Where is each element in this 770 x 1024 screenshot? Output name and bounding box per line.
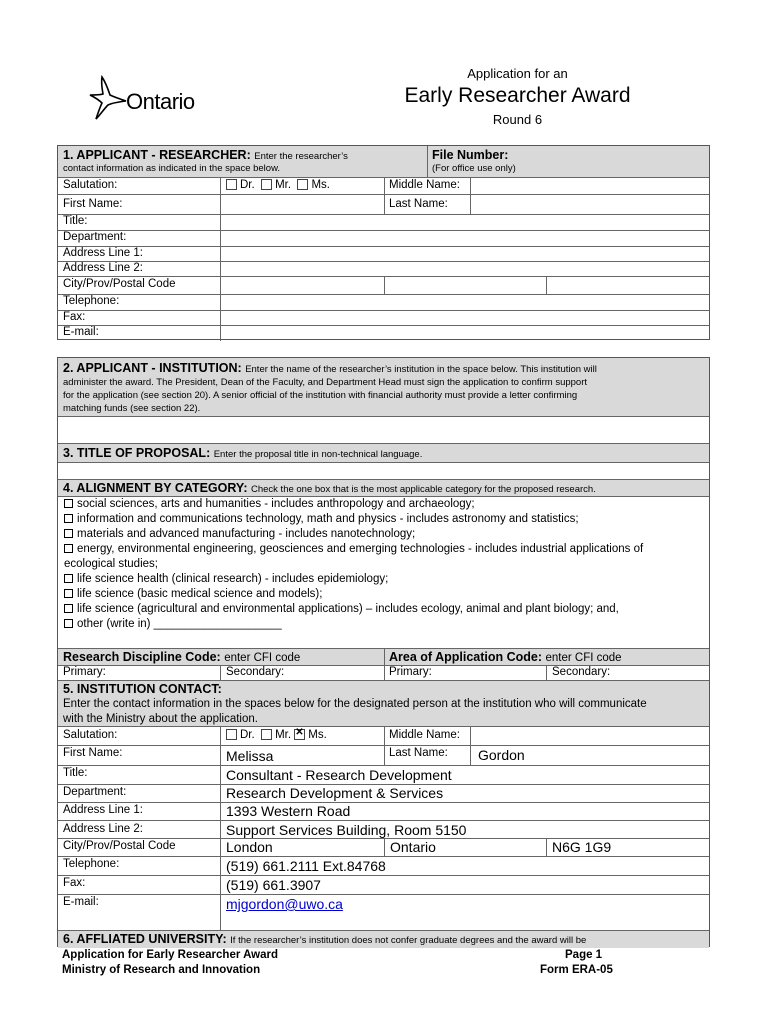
dr-label: Dr.: [240, 179, 255, 191]
contact-address1-value[interactable]: 1393 Western Road: [226, 803, 351, 819]
s4-instruction: Check the one box that is the most applicable category for the proposed research.: [250, 484, 596, 495]
contact-email-label: E-mail:: [63, 896, 99, 908]
category-item: social sciences, arts and humanities - includes anthropology and archaeology;: [77, 498, 475, 510]
contact-salutation-label: Salutation:: [63, 729, 118, 741]
contact-email-row: [58, 894, 709, 931]
contact-address2-label: Address Line 2:: [63, 823, 143, 835]
section-institution-block: [57, 357, 710, 947]
category-item: life science (agricultural and environmental applications) – includes ecology, animal and plant biology; and,: [77, 603, 619, 615]
rdc-primary-label: Primary:: [63, 666, 106, 678]
contact-dr-label: Dr.: [240, 729, 255, 741]
salutation-label: Salutation:: [63, 179, 118, 191]
contact-mr-checkbox[interactable]: [261, 729, 272, 740]
contact-last-name-label: Last Name:: [389, 747, 448, 759]
category-item: life science (basic medical science and models);: [77, 588, 323, 600]
category-item: other (write in) ____________________: [77, 618, 282, 630]
s5-instruction-1: Enter the contact information in the spaces below for the designated person at the institution who will communicate: [63, 698, 647, 710]
codes-header: [58, 648, 709, 666]
fax-row: [58, 310, 709, 326]
contact-ms-label: Ms.: [308, 729, 327, 741]
s3-heading: 3. TITLE OF PROPOSAL:: [63, 446, 211, 460]
dr-checkbox[interactable]: [226, 179, 237, 190]
contact-title-value[interactable]: Consultant - Research Development: [226, 767, 452, 783]
proposal-title-field[interactable]: [58, 462, 709, 480]
s4-header: [58, 479, 709, 497]
s2-header: [58, 358, 709, 416]
contact-telephone-label: Telephone:: [63, 858, 120, 870]
ms-label: Ms.: [311, 179, 330, 191]
s6-instruction: If the researcher’s institution does not confer graduate degrees and the award will be: [230, 935, 587, 946]
file-number-note: (For office use only): [432, 163, 516, 174]
s2-instruction-3: for the application (see section 20). A senior official of the institution with financial authority must provide a letter confirming: [63, 390, 578, 401]
telephone-row: [58, 294, 709, 311]
trillium-icon: [88, 75, 128, 120]
footer-ministry: Ministry of Research and Innovation: [62, 964, 261, 976]
category-checkbox[interactable]: [64, 499, 73, 508]
contact-fax-label: Fax:: [63, 877, 86, 889]
s1-instruction-2: contact information as indicated in the space below.: [63, 163, 281, 174]
footer-form-name: Application for Early Researcher Award: [62, 949, 279, 961]
s5-instruction-2: with the Ministry about the application.: [63, 713, 258, 725]
aac-primary-label: Primary:: [389, 666, 432, 678]
category-checkbox[interactable]: [64, 529, 73, 538]
contact-last-name-value[interactable]: Gordon: [478, 747, 525, 763]
contact-salutation-row: [58, 726, 709, 746]
contact-address1-label: Address Line 1:: [63, 804, 143, 816]
s2-instruction-4: matching funds (see section 22).: [63, 403, 201, 414]
rdc-secondary-label: Secondary:: [226, 666, 285, 678]
aac-note: enter CFI code: [545, 652, 622, 664]
title-label: Title:: [63, 215, 88, 227]
category-checkbox[interactable]: [64, 604, 73, 613]
contact-ms-checkbox[interactable]: [294, 729, 305, 740]
contact-address1-row: [58, 802, 709, 821]
contact-first-name-label: First Name:: [63, 747, 123, 759]
header-subtitle: Application for an: [467, 66, 568, 81]
contact-postal-value[interactable]: N6G 1G9: [552, 839, 612, 855]
aac-label: Area of Application Code:: [389, 650, 543, 664]
city-label: City/Prov/Postal Code: [63, 278, 176, 290]
category-checkbox[interactable]: [64, 544, 73, 553]
contact-address2-value[interactable]: Support Services Building, Room 5150: [226, 822, 467, 838]
department-row: [58, 230, 709, 247]
footer-form-code: Form ERA-05: [540, 964, 613, 976]
s2-instruction-2: administer the award. The President, Dean of the Faculty, and Department Head must sign the application to confirm support: [63, 377, 588, 388]
s6-header: [58, 930, 709, 948]
city-row: [58, 276, 709, 295]
salutation-row: [58, 177, 709, 195]
contact-department-label: Department:: [63, 786, 127, 798]
s1-instruction: Enter the researcher’s: [254, 151, 348, 162]
s3-instruction: Enter the proposal title in non-technical language.: [213, 449, 423, 460]
fax-label: Fax:: [63, 311, 86, 323]
s3-header: [58, 443, 709, 463]
file-number-label: File Number:: [432, 148, 509, 162]
s1-header-row: [58, 146, 709, 177]
contact-telephone-row: [58, 856, 709, 876]
institution-name-field[interactable]: [58, 416, 709, 444]
ontario-logo: [88, 75, 218, 120]
contact-telephone-value[interactable]: (519) 661.2111 Ext.84768: [226, 858, 386, 874]
s2-instruction-1: Enter the name of the researcher’s institution in the space below. This institution will: [245, 364, 597, 375]
s5-heading: 5. INSTITUTION CONTACT:: [63, 682, 222, 696]
middle-name-label: Middle Name:: [389, 179, 460, 191]
last-name-label: Last Name:: [389, 198, 448, 210]
telephone-label: Telephone:: [63, 295, 120, 307]
s6-heading: 6. AFFLIATED UNIVERSITY:: [63, 932, 227, 946]
aac-secondary-label: Secondary:: [552, 666, 611, 678]
category-item: life science health (clinical research) - includes epidemiology;: [77, 573, 389, 585]
contact-dr-checkbox[interactable]: [226, 729, 237, 740]
address2-row: [58, 261, 709, 277]
mr-label: Mr.: [275, 179, 292, 191]
contact-fax-value[interactable]: (519) 661.3907: [226, 877, 321, 893]
contact-fax-row: [58, 875, 709, 895]
contact-title-label: Title:: [63, 767, 88, 779]
category-checkbox[interactable]: [64, 589, 73, 598]
contact-city-row: [58, 838, 709, 857]
contact-province-value[interactable]: Ontario: [390, 839, 436, 855]
category-item: energy, environmental engineering, geosciences and emerging technologies - includes industrial applications of: [77, 543, 644, 555]
category-checkbox[interactable]: [64, 574, 73, 583]
category-checkbox[interactable]: [64, 619, 73, 628]
footer-page-number: Page 1: [565, 949, 603, 961]
s5-header: [58, 680, 709, 727]
s2-heading: 2. APPLICANT - INSTITUTION:: [63, 361, 242, 375]
codes-row: [58, 665, 709, 681]
contact-first-name-value[interactable]: Melissa: [226, 748, 274, 764]
category-list: [58, 496, 709, 649]
rdc-label: Research Discipline Code:: [63, 650, 221, 664]
contact-city-value[interactable]: London: [226, 839, 273, 855]
contact-title-row: [58, 765, 709, 785]
mr-checkbox[interactable]: [261, 179, 272, 190]
s4-heading: 4. ALIGNMENT BY CATEGORY:: [63, 481, 248, 495]
section-applicant-researcher: [57, 145, 710, 340]
contact-name-row: [58, 745, 709, 766]
contact-email-link[interactable]: mjgordon@uwo.ca: [226, 896, 343, 912]
address1-label: Address Line 1:: [63, 247, 143, 259]
contact-middle-name-label: Middle Name:: [389, 729, 460, 741]
s1-heading: 1. APPLICANT - RESEARCHER:: [63, 148, 251, 162]
contact-address2-row: [58, 820, 709, 839]
logo-wordmark: Ontario: [126, 89, 195, 114]
round-label: Round 6: [492, 112, 543, 127]
category-item: materials and advanced manufacturing - includes nanotechnology;: [77, 528, 416, 540]
category-checkbox[interactable]: [64, 514, 73, 523]
email-row: [58, 325, 709, 341]
contact-city-label: City/Prov/Postal Code: [63, 840, 176, 852]
department-label: Department:: [63, 231, 127, 243]
page-title: Early Researcher Award: [404, 84, 631, 107]
category-item-continued: ecological studies;: [64, 558, 158, 570]
contact-department-row: [58, 784, 709, 803]
title-row: [58, 214, 709, 231]
email-label: E-mail:: [63, 326, 99, 338]
address1-row: [58, 246, 709, 262]
rdc-note: enter CFI code: [224, 652, 301, 664]
contact-mr-label: Mr.: [275, 729, 292, 741]
ms-checkbox[interactable]: [297, 179, 308, 190]
first-name-label: First Name:: [63, 198, 123, 210]
category-item: information and communications technology, math and physics - includes astronomy and statistics;: [77, 513, 579, 525]
name-row: [58, 194, 709, 215]
address2-label: Address Line 2:: [63, 262, 143, 274]
contact-department-value[interactable]: Research Development & Services: [226, 785, 444, 801]
